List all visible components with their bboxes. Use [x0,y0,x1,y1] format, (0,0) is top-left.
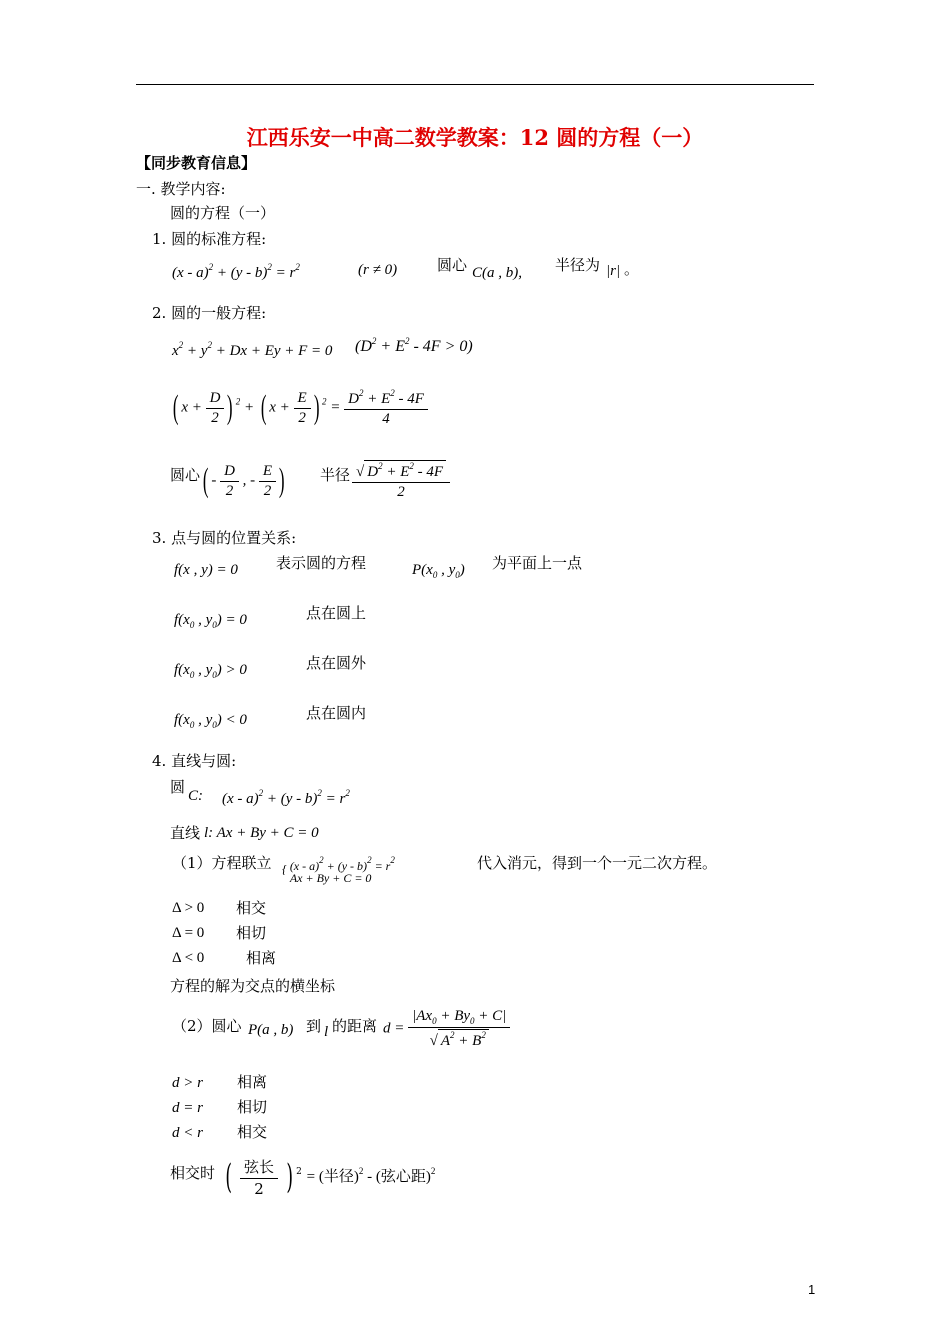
center-label-1: 圆心 [437,256,468,274]
header-rule [136,84,814,85]
circle-function: f(x , y) = 0 [174,562,238,578]
method1-text-a: （1）方程联立 [172,854,272,872]
line-l-symbol: l [324,1024,329,1040]
center-coord-1: C(a , b), [472,265,522,281]
outside-formula: $f(x_0$ , $y_0) > 0$ [174,662,247,680]
line-label-4: 直线 [170,824,201,842]
section-heading: 一. 教学内容: [136,180,226,198]
delta-positive: Δ > 0 [172,900,205,916]
chord-formula: ( $\frac{\text{弦长}}{2}$ ) $^2$ = (半径)$^2$ - (弦心距)$^2$ [225,1157,436,1198]
circle-c-symbol: C: [188,788,203,804]
method2-text-c: 的距离 [332,1017,378,1035]
d-equal-text: 相切 [237,1098,268,1116]
on-circle-formula: $f(x_0$ , $y_0) = 0$ [174,612,247,630]
circle-c-equation: $(x - a)^2 + (y - b)^2 = r^2$ [222,788,350,807]
method2-text-a: （2）圆心 [172,1017,242,1035]
item2-label: 2. 圆的一般方程: [152,304,267,322]
method2-text-b: 到 [306,1017,322,1035]
solution-note: 方程的解为交点的横坐标 [170,977,336,995]
item4-label: 4. 直线与圆: [152,752,237,770]
chord-distance-word: 弦心距 [380,1167,426,1185]
radius-label-1: 半径为 [555,256,601,274]
page-number: 1 [808,1282,816,1297]
point-desc: 为平面上一点 [492,554,583,572]
chord-text: 相交时 [170,1164,216,1182]
standard-equation: $(x - a)^2 + (y - b)^2 = r^2$ [172,262,300,281]
line-equation: l: Ax + By + C = 0 [204,825,319,841]
delta-negative-text: 相离 [246,949,277,967]
completed-square-form: ( x + $\frac{D}{2}$ ) $^2$ + ( x + $\frac{E}{2}$ ) $^2$ = $\frac{D^2 + E^2 - 4F}{4}$ [170,388,428,428]
center-label-2: 圆心 [170,466,201,484]
d-greater: d > r [172,1075,203,1091]
item3-label: 3. 点与圆的位置关系: [152,529,297,547]
d-less-text: 相交 [237,1123,268,1141]
distance-formula: d = $\frac{|Ax_0 + By_0 + C|}{√ A^2 + B^2}$ [383,1008,510,1050]
system-of-equations: { $(x - a)^2 + (y - b)^2 = r^2$ Ax + By + C = 0 [282,855,395,885]
item1-end: 。 [624,260,640,278]
radius-label-2: 半径 [320,466,351,484]
section-tag: 【同步教育信息】 [136,154,257,172]
d-less: d < r [172,1125,203,1141]
r-condition: (r ≠ 0) [358,262,398,278]
outside-text: 点在圆外 [306,654,367,672]
d-equal: d = r [172,1100,203,1116]
inside-formula: $f(x_0$ , $y_0) < 0$ [174,712,247,730]
chord-length-word: 弦长 [240,1156,278,1179]
item1-label: 1. 圆的标准方程: [152,230,267,248]
represent-text: 表示圆的方程 [276,554,367,572]
on-circle-text: 点在圆上 [306,604,367,622]
general-equation: $x^2 + y^2 + Dx + Ey + F = 0$ [172,340,333,359]
general-condition: $(D^2 + E^2 - 4F > 0)$ [355,336,473,355]
center-p-coord: P(a , b) [248,1022,294,1038]
radius-value-1: |r| [606,263,621,279]
delta-zero: Δ = 0 [172,925,205,941]
radius-word: 半径 [323,1167,354,1185]
method1-text-b: 代入消元，得到一个一元二次方程。 [477,854,718,872]
point-p: $P(x_0$ , $y_0$) [412,562,465,580]
circle-label-4: 圆 [170,778,186,796]
inside-text: 点在圆内 [306,704,367,722]
center-coord-2: ( - $\frac{D}{2}$ , - $\frac{E}{2}$ ) [202,462,285,499]
page-title: 江西乐安一中高二数学教案：12 圆的方程（一） [246,125,704,150]
topic-line: 圆的方程（一） [170,204,276,222]
delta-zero-text: 相切 [236,924,267,942]
radius-formula-2: $\frac{√ D^2 + E^2 - 4F}{2}$ [352,460,450,501]
delta-negative: Δ < 0 [172,950,205,966]
delta-positive-text: 相交 [236,899,267,917]
d-greater-text: 相离 [237,1073,268,1091]
